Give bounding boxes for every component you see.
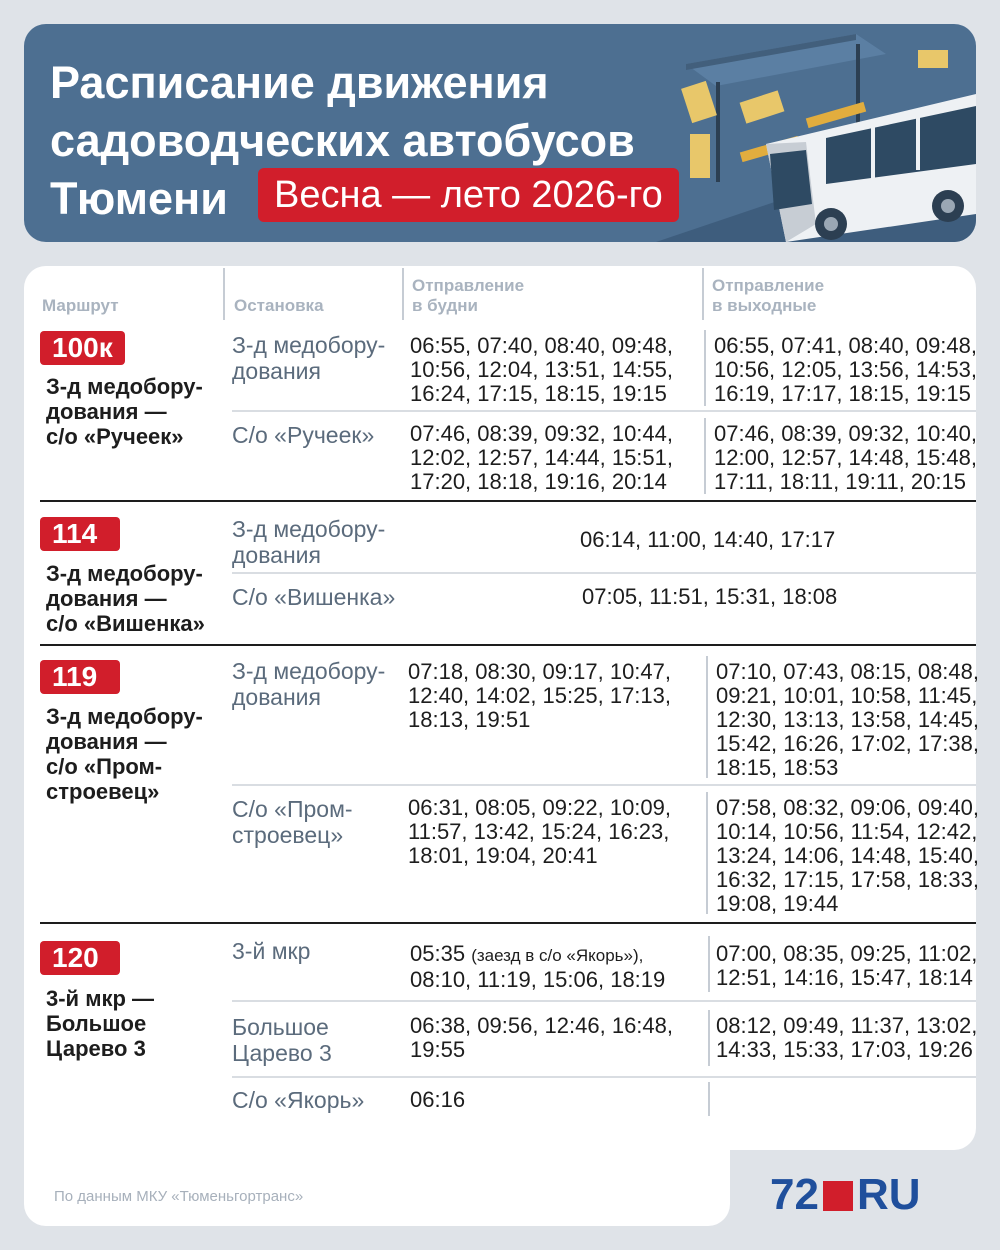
divider	[708, 1010, 710, 1066]
times-line: 10:56, 12:04, 13:51, 14:55,	[410, 357, 674, 382]
data-source-note: По данным МКУ «Тюменьгортранс»	[54, 1188, 304, 1205]
times-line: 18:01, 19:04, 20:41	[408, 843, 598, 868]
times-line: 15:42, 16:26, 17:02, 17:38,	[716, 731, 980, 756]
times-line: 10:14, 10:56, 11:54, 12:42,	[716, 819, 978, 844]
stop-name-line: строевец»	[232, 822, 344, 848]
row-divider	[232, 784, 976, 786]
times-line	[410, 942, 665, 968]
stop-name-line: Царево 3	[232, 1040, 332, 1066]
stop-name-line: З-д медобору-	[232, 658, 386, 684]
stop-name-line: С/о «Ручеек»	[232, 422, 375, 448]
route-name-line: строевец»	[46, 779, 160, 804]
route-name	[46, 561, 226, 636]
times-line: 12:02, 12:57, 14:44, 15:51,	[410, 445, 674, 470]
times-line: 19:55	[410, 1037, 466, 1062]
times-line: 10:56, 12:05, 13:56, 14:53,	[714, 357, 978, 382]
times-line: 06:31, 08:05, 09:22, 10:09,	[408, 795, 672, 820]
col-header-stop: Остановка	[234, 296, 324, 315]
row-divider	[232, 1076, 976, 1078]
route-name-line: дования —	[46, 399, 167, 424]
weekday-times	[410, 422, 673, 494]
weekend-times	[716, 796, 979, 916]
weekday-times	[410, 1088, 465, 1112]
weekend-times	[716, 1014, 977, 1062]
times-line: 07:10, 07:43, 08:15, 08:48,	[716, 659, 980, 684]
times-line: 07:00, 08:35, 09:25, 11:02,	[716, 941, 978, 966]
times-line: 12:40, 14:02, 15:25, 17:13,	[408, 683, 672, 708]
divider	[704, 330, 706, 406]
times-line: 08:12, 09:49, 11:37, 13:02,	[716, 1013, 978, 1038]
times-line: 19:08, 19:44	[716, 891, 839, 916]
times-line: 18:13, 19:51	[408, 707, 531, 732]
stop-name	[232, 422, 402, 448]
stop-name-line: С/о «Вишенка»	[232, 584, 396, 610]
col-header-text: в будни	[412, 296, 478, 315]
stop-name-line: С/о «Якорь»	[232, 1087, 365, 1113]
divider	[708, 936, 710, 992]
stop-name-line: дования	[232, 684, 321, 710]
stop-name	[232, 516, 402, 568]
bus-stop-illustration	[656, 24, 976, 242]
route-name-line: с/о «Вишенка»	[46, 611, 205, 636]
weekend-times	[714, 334, 977, 406]
weekday-times	[410, 334, 673, 406]
row-divider	[232, 410, 976, 412]
route-name-line: З-д медобору-	[46, 704, 203, 729]
route-name-line: З-д медобору-	[46, 374, 203, 399]
times-line: 12:51, 14:16, 15:47, 18:14	[716, 965, 973, 990]
times-line: 16:32, 17:15, 17:58, 18:33,	[716, 867, 980, 892]
logo-text: 72	[770, 1170, 819, 1219]
col-header-text: в выходные	[712, 296, 817, 315]
route-name-line: с/о «Пром-	[46, 754, 163, 779]
logo-square-icon	[823, 1181, 853, 1211]
logo-text: RU	[856, 1170, 921, 1219]
stop-name-line: З-д медобору-	[232, 516, 386, 542]
route-name	[46, 704, 226, 804]
stop-name-line: З-д медобору-	[232, 332, 386, 358]
route-separator	[40, 500, 976, 502]
times-line: 17:20, 18:18, 19:16, 20:14	[410, 469, 667, 494]
times-line: 07:46, 08:39, 09:32, 10:44,	[410, 421, 674, 446]
times-line: 07:58, 08:32, 09:06, 09:40,	[716, 795, 980, 820]
header-banner	[24, 24, 976, 242]
route-name-line: с/о «Ручеек»	[46, 424, 184, 449]
times-line: 17:11, 18:11, 19:11, 20:15	[714, 469, 966, 494]
route-separator	[40, 644, 976, 646]
times-line: 06:38, 09:56, 12:46, 16:48,	[410, 1013, 674, 1038]
stop-name-line: 3-й мкр	[232, 938, 311, 964]
title-line: Тюмени	[50, 173, 228, 224]
stop-name	[232, 796, 402, 848]
title-line: садоводческих автобусов	[50, 115, 635, 166]
divider	[706, 792, 708, 914]
72ru-logo[interactable]	[770, 1170, 921, 1220]
times-line: 11:57, 13:42, 15:24, 16:23,	[408, 819, 670, 844]
divider	[223, 268, 225, 320]
route-number-badge: 119	[40, 660, 120, 694]
stop-name	[232, 938, 402, 964]
stop-name-line: С/о «Пром-	[232, 796, 353, 822]
row-divider	[232, 572, 976, 574]
times-line: 06:55, 07:41, 08:40, 09:48,	[714, 333, 978, 358]
weekday-times	[408, 796, 671, 868]
stop-name	[232, 332, 402, 384]
route-number-badge: 100к	[40, 331, 125, 365]
stop-name	[232, 584, 402, 610]
times-line: 16:24, 17:15, 18:15, 19:15	[410, 381, 667, 406]
route-name-line: Большое	[46, 1011, 147, 1036]
times-line: 14:33, 15:33, 17:03, 19:26	[716, 1037, 973, 1062]
stop-name	[232, 1087, 402, 1113]
row-divider	[232, 1000, 976, 1002]
route-name-line: дования —	[46, 586, 167, 611]
route-name-line: З-д медобору-	[46, 561, 203, 586]
divider	[708, 1082, 710, 1116]
stop-name-line: Большое	[232, 1014, 329, 1040]
divider	[702, 268, 704, 320]
col-header-route: Маршрут	[42, 296, 119, 315]
times-line: 18:15, 18:53	[716, 755, 839, 780]
weekday-times	[410, 1014, 673, 1062]
weekday-times	[410, 942, 665, 992]
times-line: 06:55, 07:40, 08:40, 09:48,	[410, 333, 674, 358]
times-line: 07:46, 08:39, 09:32, 10:40,	[714, 421, 978, 446]
route-number-badge: 114	[40, 517, 120, 551]
route-name-line: 3-й мкр —	[46, 986, 155, 1011]
times-line: 09:21, 10:01, 10:58, 11:45,	[716, 683, 978, 708]
times-note: (заезд в с/о «Якорь»),	[471, 946, 644, 965]
times-line: 07:18, 08:30, 09:17, 10:47,	[408, 659, 672, 684]
divider	[402, 268, 404, 320]
col-header-weekdays	[412, 276, 524, 316]
all-days-times: 06:14, 11:00, 14:40, 17:17	[580, 527, 836, 552]
col-header-weekends	[712, 276, 824, 316]
route-name	[46, 986, 226, 1061]
col-header-text: Отправление	[412, 276, 525, 295]
times-line: 12:00, 12:57, 14:48, 15:48,	[714, 445, 978, 470]
season-badge: Весна — лето 2026-го	[258, 168, 679, 222]
divider	[706, 656, 708, 778]
title-line: Расписание движения	[50, 57, 549, 108]
col-header-text: Отправление	[712, 276, 825, 295]
route-separator	[40, 922, 976, 924]
times-line: 13:24, 14:06, 14:48, 15:40,	[716, 843, 980, 868]
weekend-times	[714, 422, 977, 494]
times-line: 08:10, 11:19, 15:06, 18:19	[410, 967, 666, 992]
route-name-line: Царево 3	[46, 1036, 146, 1061]
times-line: 16:19, 17:17, 18:15, 19:15	[714, 381, 971, 406]
weekend-times	[716, 942, 977, 990]
all-days-times: 07:05, 11:51, 15:31, 18:08	[582, 584, 838, 609]
divider	[704, 418, 706, 494]
route-number-badge: 120	[40, 941, 120, 975]
stop-name	[232, 1014, 402, 1066]
times-line: 06:16	[410, 1087, 466, 1112]
route-name-line: дования —	[46, 729, 167, 754]
weekday-times	[408, 660, 671, 732]
schedule-card-footer	[24, 1100, 730, 1226]
times-line: 12:30, 13:13, 13:58, 14:45,	[716, 707, 980, 732]
time-value: 05:35	[410, 941, 466, 966]
stop-name	[232, 658, 402, 710]
route-name	[46, 374, 226, 449]
stop-name-line: дования	[232, 542, 321, 568]
stop-name-line: дования	[232, 358, 321, 384]
weekend-times	[716, 660, 979, 780]
